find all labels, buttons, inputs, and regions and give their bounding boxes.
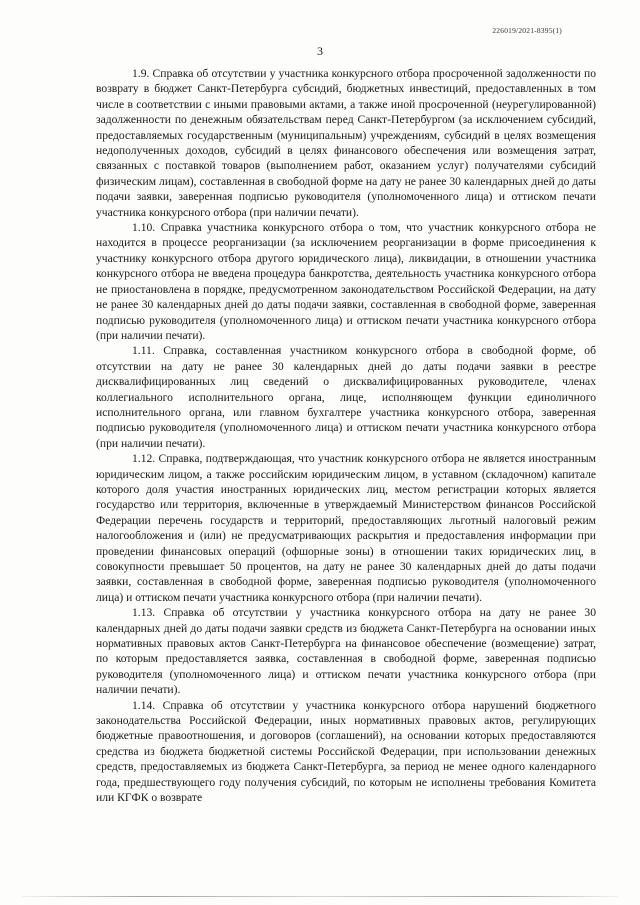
document-body <box>96 66 596 806</box>
page-number: 3 <box>317 44 323 58</box>
scan-bottom-edge <box>22 896 618 897</box>
paragraph-1-14: 1.14. Справка об отсутствии у участника конкурсного отбора нарушений бюджетного законодательства Российской Федерации, иных нормативных правовых актов, регулирующих бюджетные правоотношения, и договоров (соглашений), на основании которых предоставляются средства из бюджета бюджетной системы Российской Федерации, при использовании денежных средств, предоставляемых из бюджета Санкт-Петербурга, за период не менее одного календарного года, предшествующего году получения субсидий, по которым не исполнены требования Комитета или КГФК о возврате <box>96 698 596 805</box>
paragraph-1-9: 1.9. Справка об отсутствии у участника конкурсного отбора просроченной задолженности по возврату в бюджет Санкт-Петербурга субсидий, бюджетных инвестиций, предоставленных в том числе в соответствии с иными правовыми актами, а также иной просроченной (неурегулированной) задолженности по денежным обязательствам перед Санкт-Петербургом (за исключением субсидий, предоставляемых государственным (муниципальным) учреждениям, субсидий в целях возмещения недополученных доходов, субсидий в целях финансового обеспечения или возмещения затрат, связанных с поставкой товаров (выполнением работ, оказанием услуг) получателями субсидий физическим лицам), составленная в свободной форме на дату не ранее 30 календарных дней до даты подачи заявки, заверенная подписью руководителя (уполномоченного лица) и оттиском печати участника конкурсного отбора (при наличии печати). <box>96 67 596 219</box>
paragraph-1-11: 1.11. Справка, составленная участником конкурсного отбора в свободной форме, об отсутствии на дату не ранее 30 календарных дней до даты подачи заявки в реестре дисквалифицированных лиц сведений о дисквалифицированных руководителе, членах коллегиального исполнительного органа, лице, исполняющем функции единоличного исполнительного органа, или главном бухгалтере участника конкурсного отбора, заверенная подписью руководителя (уполномоченного лица) и оттиском печати участника конкурсного отбора (при наличии печати). <box>96 344 596 450</box>
paragraph-1-12: 1.12. Справка, подтверждающая, что участник конкурсного отбора не является иностранным юридическим лицом, а также российским юридическим лицом, в уставном (складочном) капитале которого доля участия иностранных юридических лиц, местом регистрации которых является государство или территория, включенные в утверждаемый Министерством финансов Российской Федерации перечень государств и территорий, предоставляющих льготный налоговый режим налогообложения и (или) не предусматривающих раскрытия и предоставления информации при проведении финансовых операций (офшорные зоны) в отношении таких юридических лиц, в совокупности превышает 50 процентов, на дату не ранее 30 календарных дней до даты подачи заявки, составленная в свободной форме, заверенная подписью руководителя (уполномоченного лица) и оттиском печати участника конкурсного отбора (при наличии печати). <box>96 452 596 604</box>
paragraph-1-13: 1.13. Справка об отсутствии у участника конкурсного отбора на дату не ранее 30 календарных дней до даты подачи заявки средств из бюджета Санкт-Петербурга на основании иных нормативных правовых актов Санкт-Петербурга на финансовое обеспечение (возмещение) затрат, по которым предоставляется заявка, составленная в свободной форме, заверенная подписью руководителя (уполномоченного лица) и оттиском печати участника конкурсного отбора (при наличии печати). <box>96 606 596 697</box>
registration-number: 226019/2021-8395(1) <box>492 26 562 35</box>
paragraph-1-10: 1.10. Справка участника конкурсного отбора о том, что участник конкурсного отбора не находится в процессе реорганизации (за исключением реорганизации в форме присоединения к участнику конкурсного отбора другого юридического лица), ликвидации, в отношении участника конкурсного отбора не введена процедура банкротства, деятельность участника конкурсного отбора не приостановлена в порядке, предусмотренном законодательством Российской Федерации, на дату не ранее 30 календарных дней до даты подачи заявки, составленная в свободной форме, заверенная подписью руководителя (уполномоченного лица) и оттиском печати участника конкурсного отбора (при наличии печати). <box>96 221 596 342</box>
